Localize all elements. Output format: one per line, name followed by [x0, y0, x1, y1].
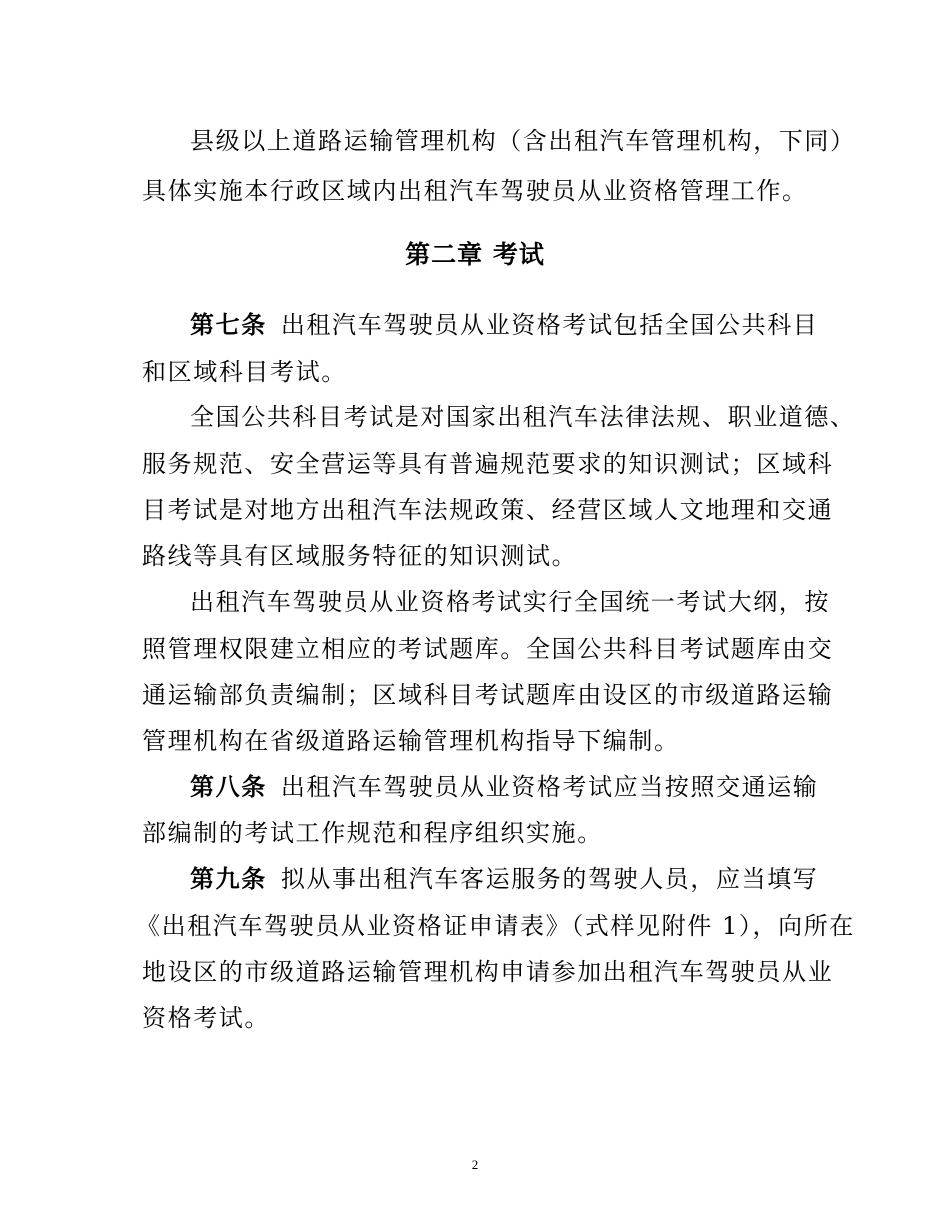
article-eight-line — [190, 772, 818, 802]
paragraph-line: 资格考试。 — [142, 1004, 270, 1032]
article-label: 第九条 — [190, 865, 267, 893]
page-number: 2 — [471, 1157, 479, 1172]
paragraph-line: 县级以上道路运输管理机构（含出租汽车管理机构，下同） — [190, 127, 856, 155]
paragraph-line: 出租汽车驾驶员从业资格考试实行全国统一考试大纲，按 — [190, 588, 830, 616]
article-text: 出租汽车驾驶员从业资格考试应当按照交通运输 — [280, 773, 819, 801]
chapter-heading: 第二章 考试 — [405, 240, 545, 269]
paragraph-line: 部编制的考试工作规范和程序组织实施。 — [142, 819, 603, 847]
paragraph-line: 服务规范、安全营运等具有普遍规范要求的知识测试；区域科 — [142, 450, 834, 478]
paragraph-line: 管理机构在省级道路运输管理机构指导下编制。 — [142, 727, 680, 755]
paragraph-line: 全国公共科目考试是对国家出租汽车法律法规、职业道德、 — [190, 403, 856, 431]
paragraph-line: 《出租汽车驾驶员从业资格证申请表》（式样见附件 1），向所在 — [136, 912, 855, 940]
paragraph-line: 具体实施本行政区域内出租汽车驾驶员从业资格管理工作。 — [142, 177, 808, 205]
paragraph-line: 和区域科目考试。 — [142, 358, 347, 386]
article-text: 拟从事出租汽车客运服务的驾驶人员，应当填写 — [280, 865, 819, 893]
paragraph-line: 照管理权限建立相应的考试题库。全国公共科目考试题库由交 — [142, 635, 834, 663]
article-seven-line — [190, 310, 818, 340]
article-label: 第七条 — [190, 311, 267, 339]
paragraph-line: 地设区的市级道路运输管理机构申请参加出租汽车驾驶员从业 — [142, 958, 834, 986]
article-label: 第八条 — [190, 773, 267, 801]
paragraph-line: 通运输部负责编制；区域科目考试题库由设区的市级道路运输 — [142, 681, 834, 709]
paragraph-line: 路线等具有区域服务特征的知识测试。 — [142, 542, 578, 570]
article-text: 出租汽车驾驶员从业资格考试包括全国公共科目 — [280, 311, 819, 339]
paragraph-line: 目考试是对地方出租汽车法规政策、经营区域人文地理和交通 — [142, 496, 834, 524]
article-nine-line — [190, 864, 818, 894]
